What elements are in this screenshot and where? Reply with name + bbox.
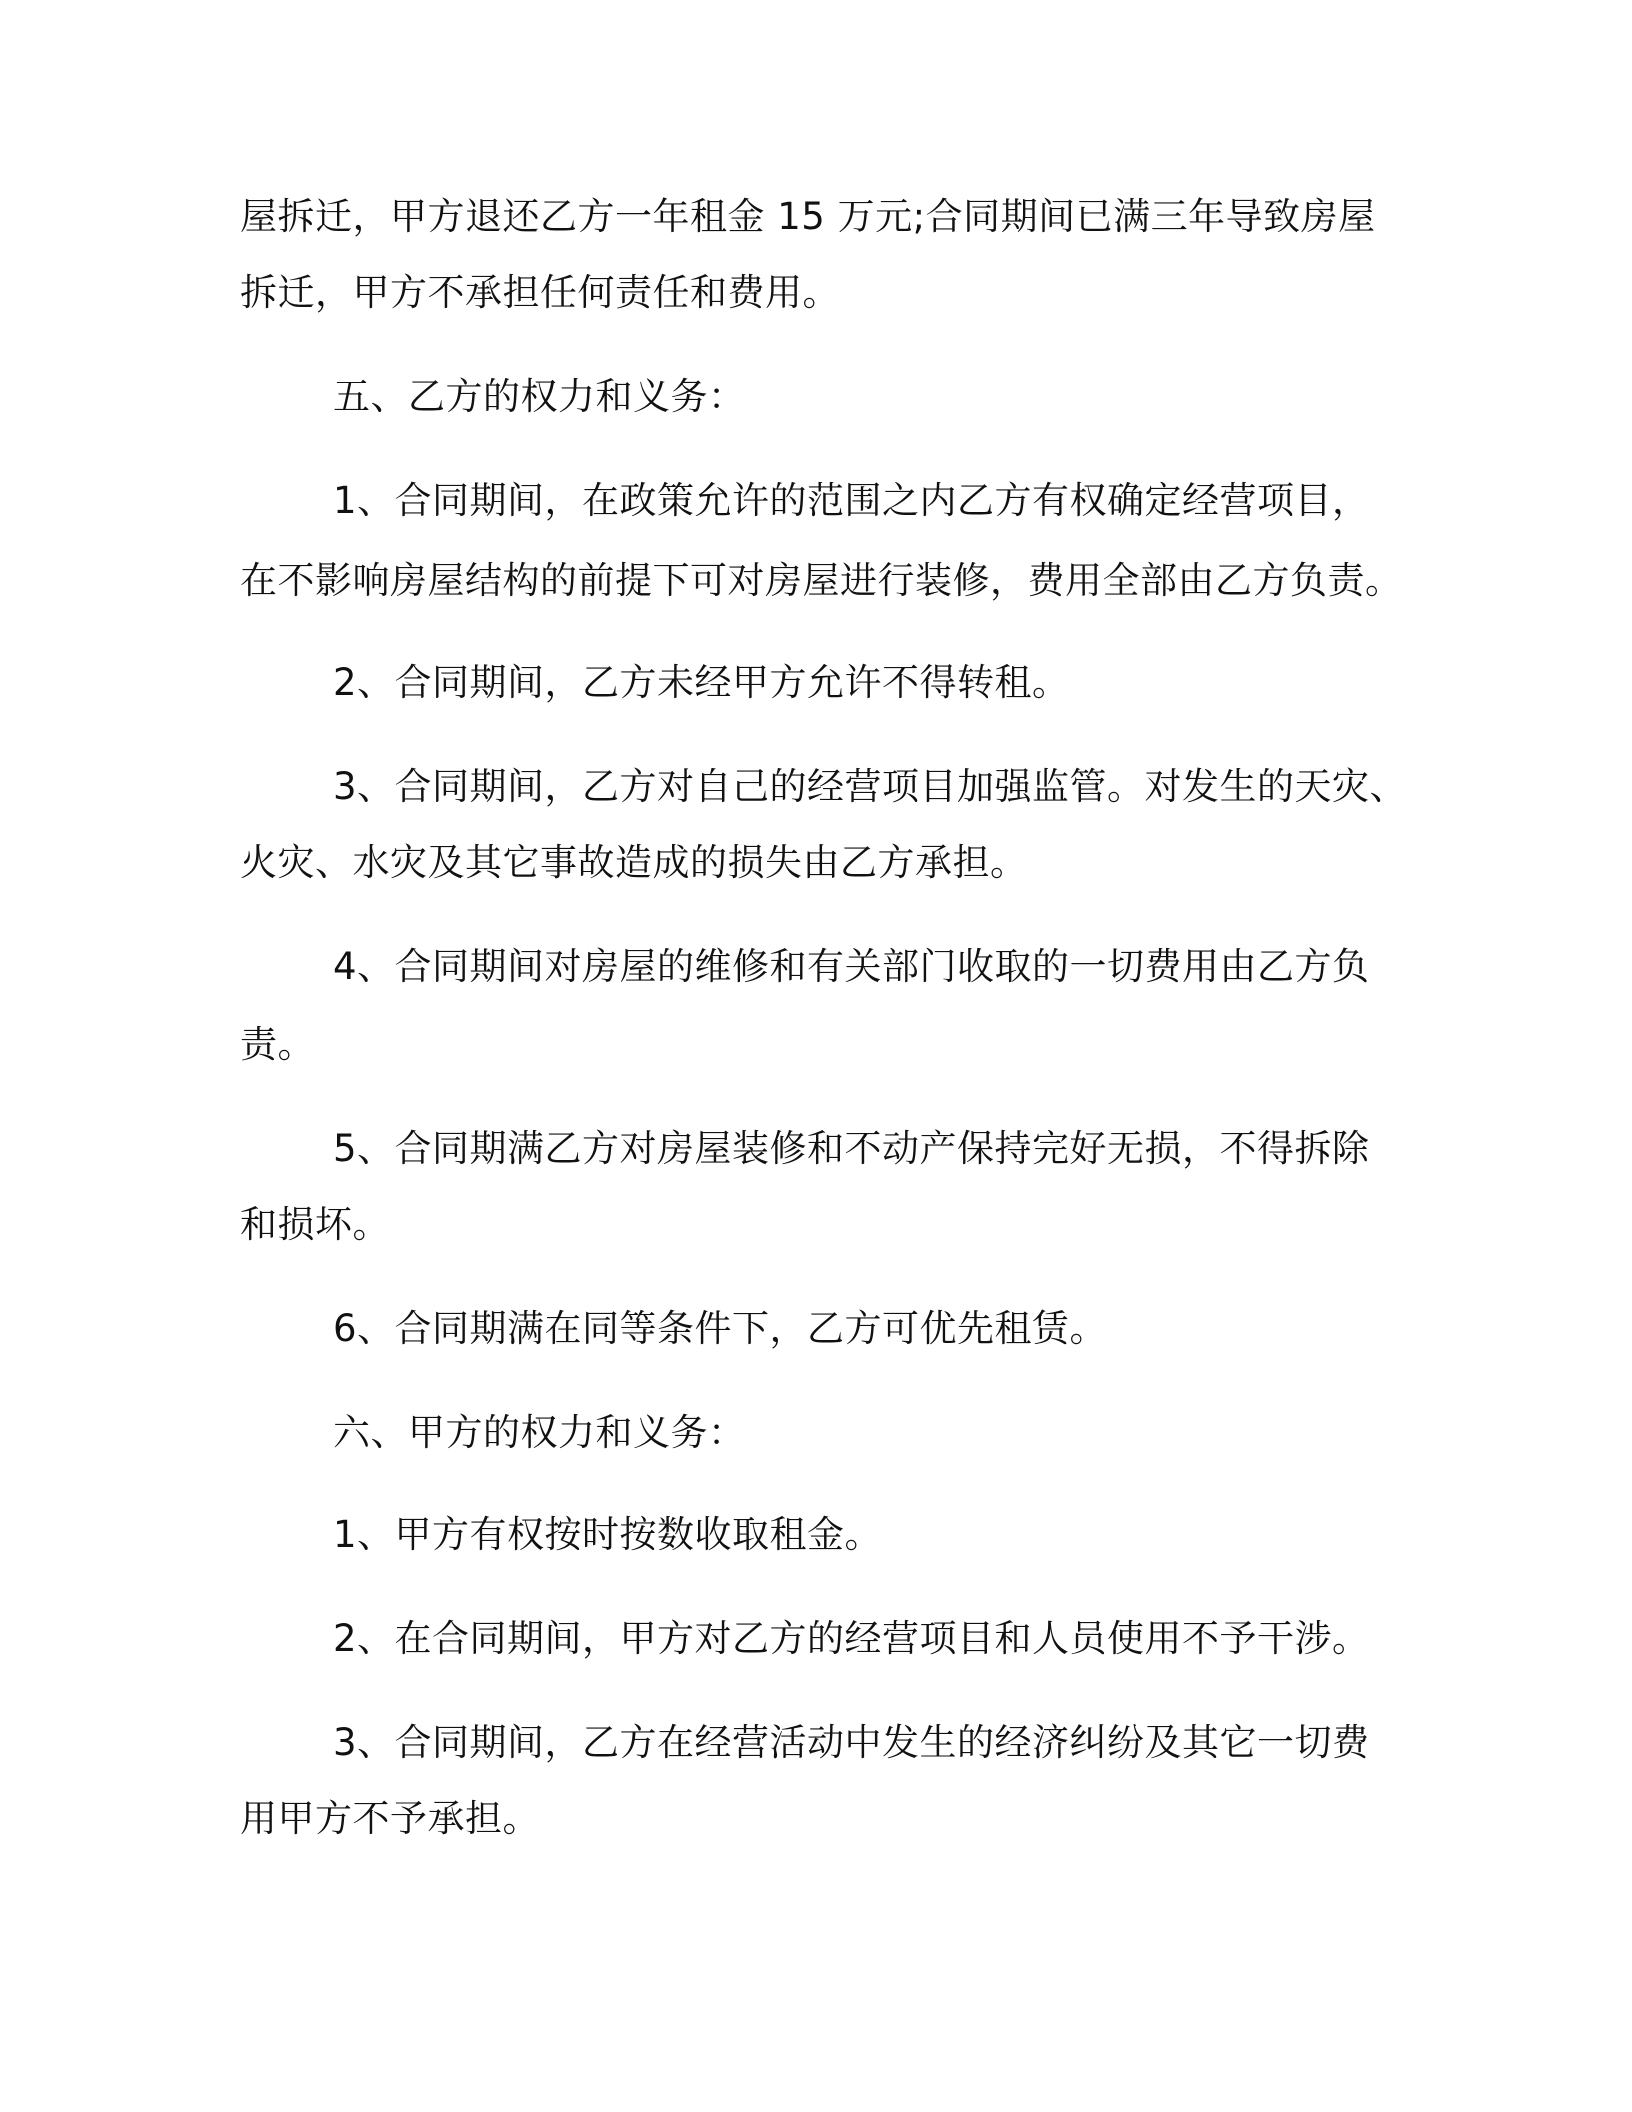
text-line: 3、合同期间，乙方在经营活动中发生的经济纠纷及其它一切费 — [333, 1721, 1370, 1764]
text-line: 和损坏。 — [240, 1203, 390, 1246]
text-line: 火灾、水灾及其它事故造成的损失由乙方承担。 — [240, 841, 1028, 884]
text-line: 1、甲方有权按时按数收取租金。 — [333, 1513, 883, 1556]
section-heading: 五、乙方的权力和义务： — [333, 375, 746, 418]
text-line: 2、合同期间，乙方未经甲方允许不得转租。 — [333, 661, 1070, 704]
text-line: 6、合同期满在同等条件下，乙方可优先租赁。 — [333, 1307, 1108, 1350]
text-line: 责。 — [240, 1023, 315, 1066]
text-line: 拆迁，甲方不承担任何责任和费用。 — [240, 271, 840, 314]
text-line: 4、合同期间对房屋的维修和有关部门收取的一切费用由乙方负 — [333, 945, 1370, 988]
text-line: 1、合同期间，在政策允许的范围之内乙方有权确定经营项目， — [333, 479, 1370, 522]
text-line: 屋拆迁，甲方退还乙方一年租金 15 万元;合同期间已满三年导致房屋 — [240, 195, 1376, 238]
section-heading: 六、甲方的权力和义务： — [333, 1411, 746, 1454]
text-line: 用甲方不予承担。 — [240, 1797, 540, 1840]
text-line: 5、合同期满乙方对房屋装修和不动产保持完好无损，不得拆除 — [333, 1127, 1370, 1170]
text-line: 2、在合同期间，甲方对乙方的经营项目和人员使用不予干涉。 — [333, 1617, 1370, 1660]
text-line: 在不影响房屋结构的前提下可对房屋进行装修，费用全部由乙方负责。 — [240, 559, 1403, 602]
text-line: 3、合同期间，乙方对自己的经营项目加强监管。对发生的天灾、 — [333, 765, 1408, 808]
